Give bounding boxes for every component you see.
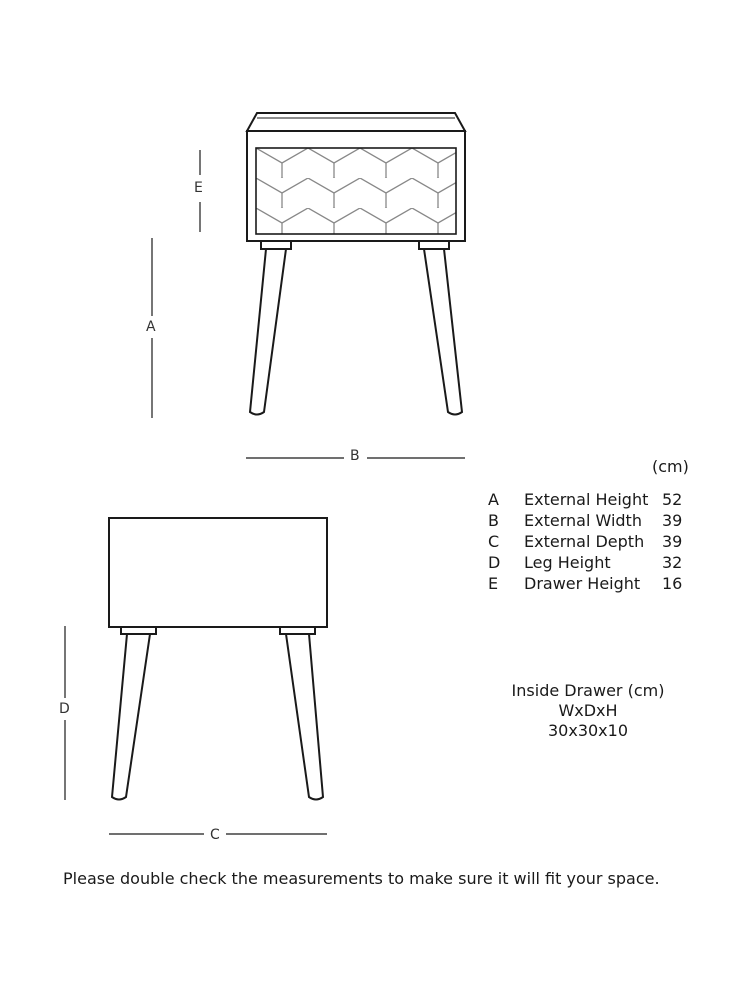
- spec-row-external-depth: [488, 531, 682, 552]
- spec-value: 52: [662, 490, 683, 509]
- dimension-label-c: C: [206, 827, 224, 843]
- spec-letter: A: [488, 490, 499, 509]
- spec-label: External Depth: [524, 532, 645, 551]
- side-leg-right: [286, 634, 323, 800]
- leg-cap-right: [419, 241, 449, 249]
- spec-value: 16: [662, 574, 683, 593]
- dimension-label-a: A: [142, 319, 160, 335]
- side-leg-left: [112, 634, 150, 800]
- spec-row-external-width: [488, 510, 682, 531]
- leg-left: [250, 249, 286, 415]
- leg-right: [424, 249, 462, 415]
- dimension-label-b: B: [346, 448, 364, 464]
- spec-value: 39: [662, 511, 683, 530]
- spec-label: Leg Height: [524, 553, 611, 572]
- spec-label: Drawer Height: [524, 574, 641, 593]
- unit-label: (cm): [652, 457, 689, 476]
- inside-drawer-format: WxDxH: [558, 701, 618, 720]
- dimension-label-e: E: [190, 180, 207, 196]
- spec-label: External Height: [524, 490, 649, 509]
- dimension-label-d: D: [55, 701, 74, 717]
- spec-row-drawer-height: [488, 573, 682, 594]
- spec-letter: C: [488, 532, 500, 551]
- specification-list: [488, 489, 682, 594]
- spec-value: 39: [662, 532, 683, 551]
- footer-note: Please double check the measurements to make sure it will fit your space.: [63, 869, 660, 888]
- spec-letter: B: [488, 511, 499, 530]
- spec-letter: D: [488, 553, 501, 572]
- inside-drawer-info: [508, 681, 668, 741]
- side-leg-cap-left: [121, 627, 156, 634]
- inside-drawer-title: Inside Drawer (cm): [511, 681, 665, 700]
- table-top-rim: [247, 113, 465, 131]
- spec-label: External Width: [524, 511, 642, 530]
- side-body: [109, 518, 327, 627]
- front-view-table: [247, 113, 465, 415]
- side-leg-cap-right: [280, 627, 315, 634]
- leg-cap-left: [261, 241, 291, 249]
- spec-value: 32: [662, 553, 683, 572]
- patterned-drawer-front: [256, 148, 456, 234]
- spec-letter: E: [488, 574, 499, 593]
- side-view-table: [109, 518, 327, 800]
- spec-row-leg-height: [488, 552, 682, 573]
- spec-row-external-height: [488, 489, 682, 510]
- inside-drawer-dimensions: 30x30x10: [547, 721, 628, 740]
